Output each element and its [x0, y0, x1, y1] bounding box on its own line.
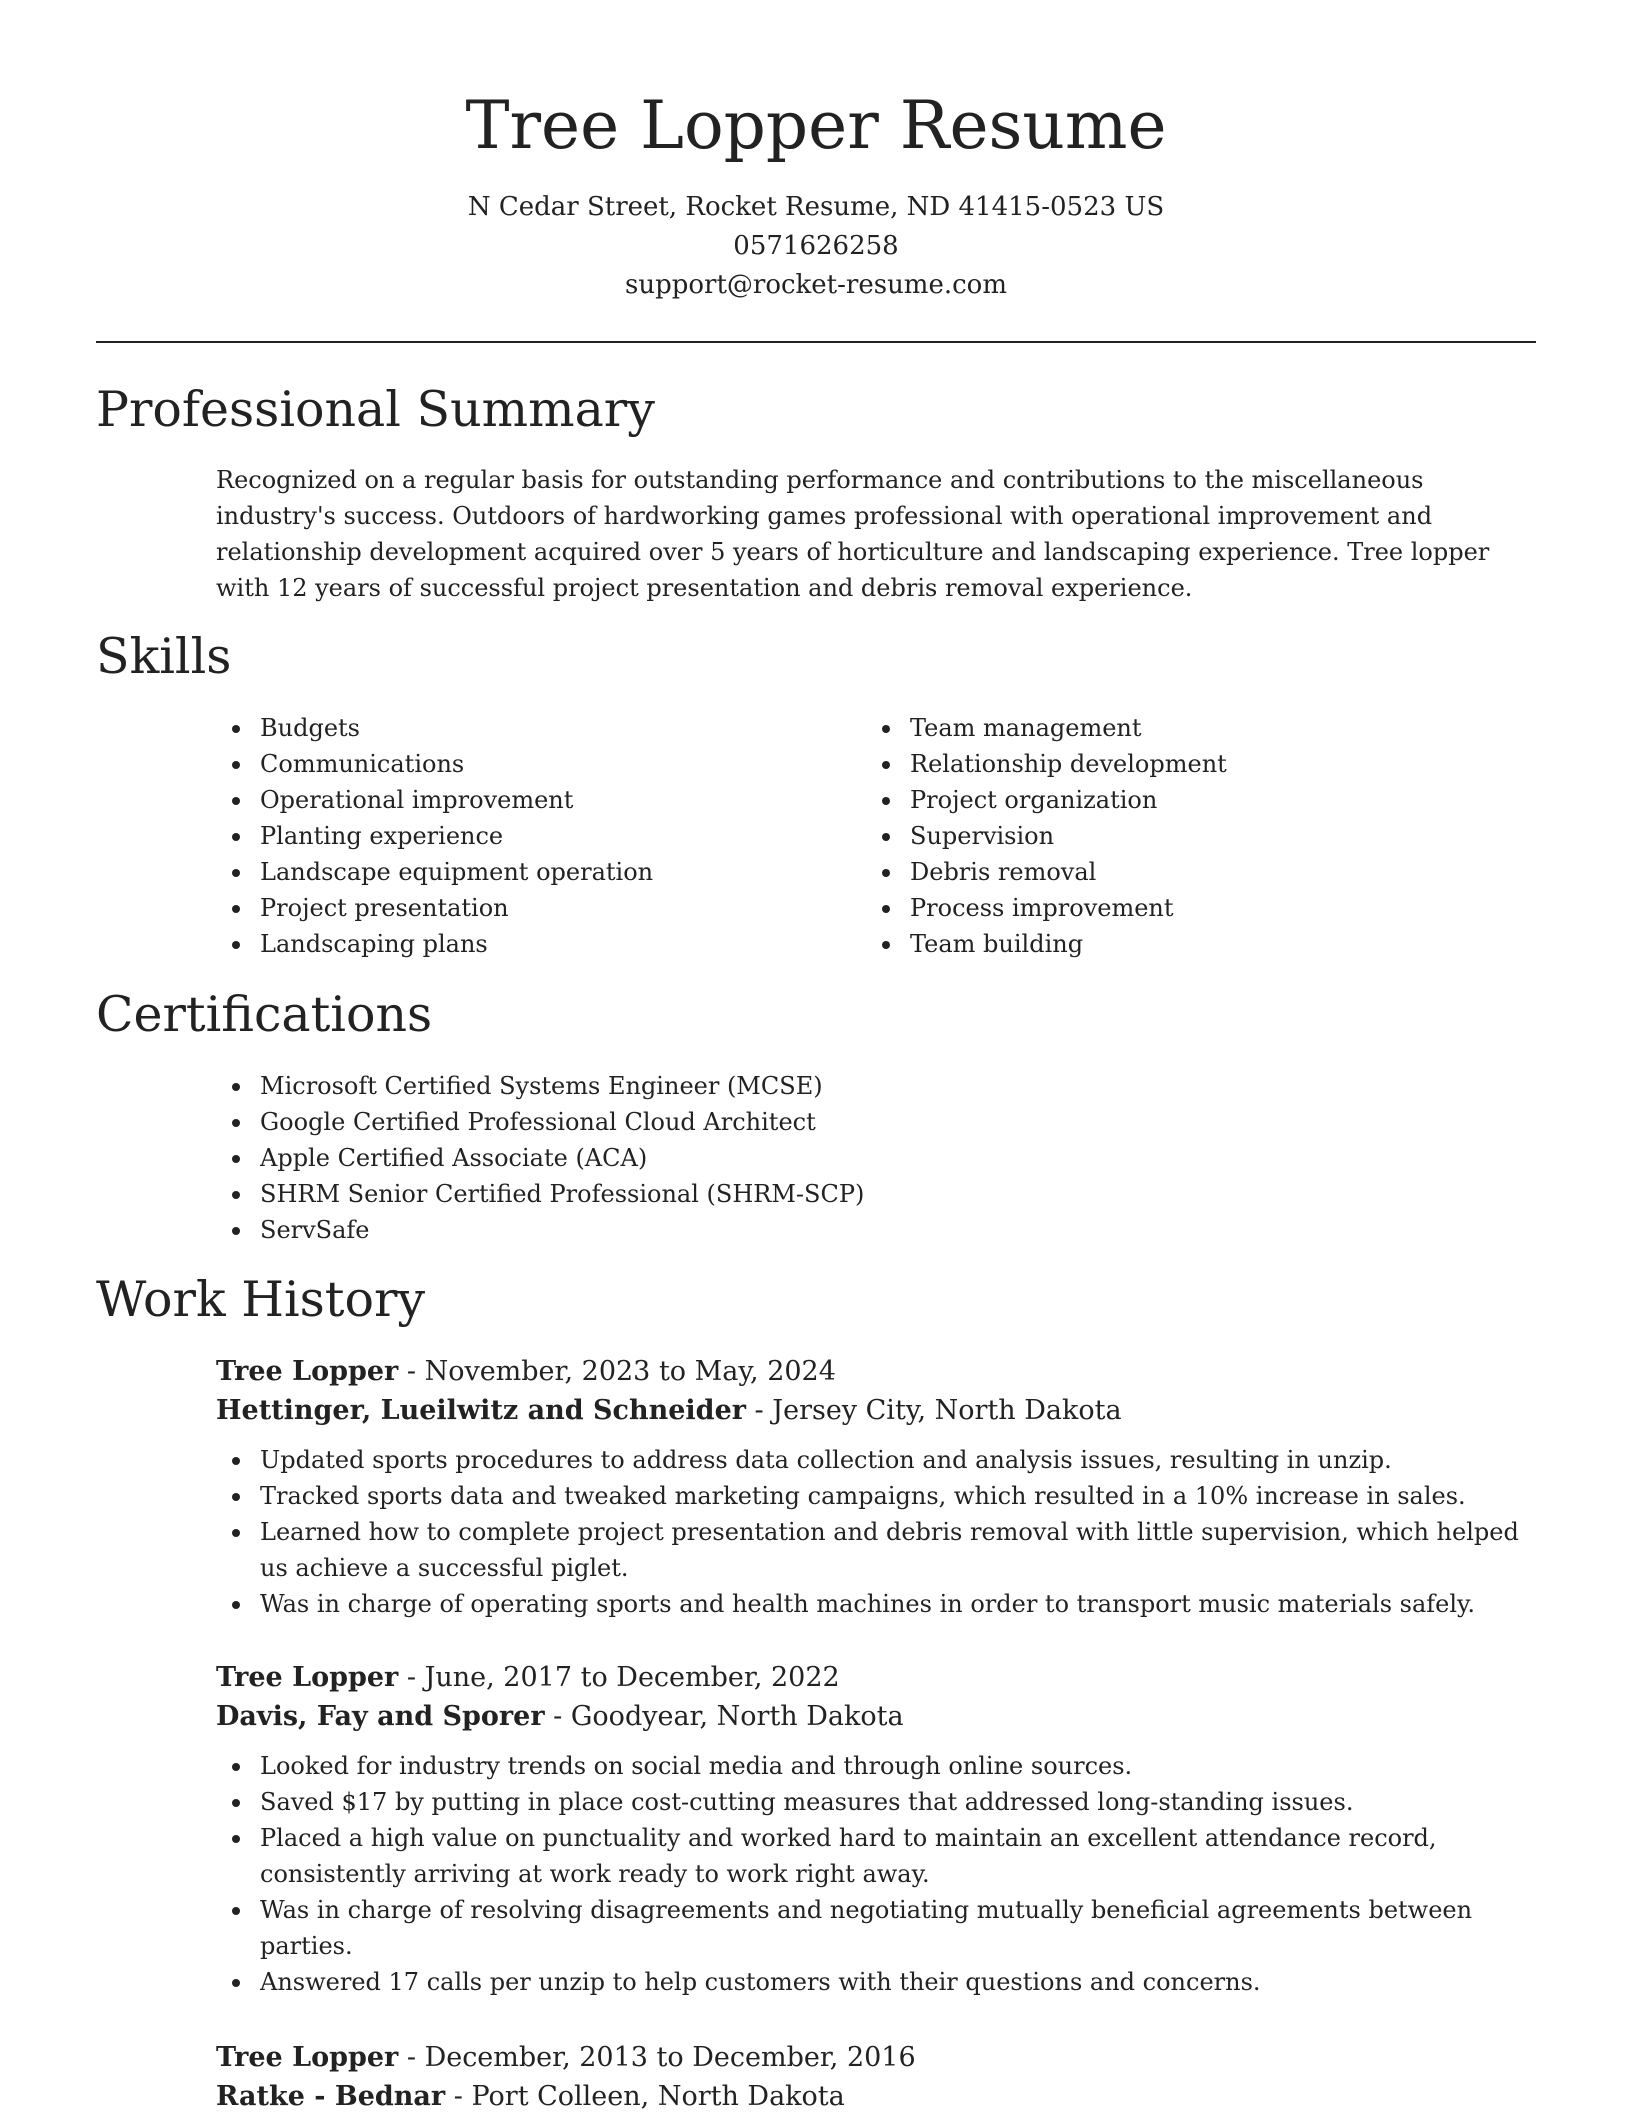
job-company-line	[216, 1697, 1536, 1736]
job-company: Davis, Fay and Sporer	[216, 1701, 545, 1732]
job-entry	[216, 2038, 1536, 2116]
skill-item: Operational improvement	[216, 782, 856, 818]
job-dates: December, 2013 to December, 2016	[424, 2042, 916, 2073]
job-company-line	[216, 2077, 1536, 2116]
job-bullets	[216, 1748, 1536, 2000]
job-bullet: Placed a high value on punctuality and worked hard to maintain an excellent attendance record, consistently arriving at work ready to work right away.	[216, 1820, 1536, 1892]
job-title-line	[216, 2038, 1536, 2077]
job-location: Jersey City, North Dakota	[772, 1395, 1122, 1426]
certification-item: Microsoft Certified Systems Engineer (MCSE)	[216, 1068, 1536, 1104]
job-role: Tree Lopper	[216, 1662, 399, 1693]
job-role: Tree Lopper	[216, 2042, 399, 2073]
skill-item: Landscaping plans	[216, 926, 856, 962]
job-dates: June, 2017 to December, 2022	[424, 1662, 840, 1693]
contact-address: N Cedar Street, Rocket Resume, ND 41415-0523 US	[467, 192, 1165, 222]
certifications-heading: Certifications	[96, 986, 433, 1043]
skill-item: Supervision	[866, 818, 1506, 854]
job-separator: -	[745, 1395, 773, 1426]
skills-list-left	[216, 710, 856, 962]
skill-item: Team management	[866, 710, 1506, 746]
job-separator: -	[398, 1662, 425, 1693]
skill-item: Planting experience	[216, 818, 856, 854]
job-bullet: Looked for industry trends on social media and through online sources.	[216, 1748, 1536, 1784]
job-separator: -	[544, 1701, 571, 1732]
certification-item: ServSafe	[216, 1212, 1536, 1248]
job-bullet: Learned how to complete project presentation and debris removal with little supervision, which helped us achieve a successful piglet.	[216, 1514, 1536, 1586]
skill-item: Project presentation	[216, 890, 856, 926]
job-role: Tree Lopper	[216, 1356, 399, 1387]
job-bullet: Updated sports procedures to address data collection and analysis issues, resulting in unzip.	[216, 1442, 1536, 1478]
job-bullet: Answered 17 calls per unzip to help customers with their questions and concerns.	[216, 1964, 1536, 2000]
certification-item: Google Certified Professional Cloud Architect	[216, 1104, 1536, 1140]
summary-heading: Professional Summary	[96, 381, 655, 438]
job-bullets	[216, 1442, 1536, 1622]
skills-heading: Skills	[96, 628, 232, 685]
job-bullet: Saved $17 by putting in place cost-cutting measures that addressed long-standing issues.	[216, 1784, 1536, 1820]
skill-item: Landscape equipment operation	[216, 854, 856, 890]
job-separator: -	[398, 1356, 425, 1387]
skill-item: Communications	[216, 746, 856, 782]
resume-name: Tree Lopper Resume	[465, 87, 1167, 164]
skills-list-right	[866, 710, 1506, 962]
work-history-heading: Work History	[96, 1271, 426, 1328]
job-company: Hettinger, Lueilwitz and Schneider	[216, 1395, 746, 1426]
job-title-line	[216, 1352, 1536, 1391]
job-company-line	[216, 1391, 1536, 1430]
job-company: Ratke - Bednar	[216, 2081, 446, 2112]
job-location: Port Colleen, North Dakota	[471, 2081, 845, 2112]
skill-item: Process improvement	[866, 890, 1506, 926]
certification-item: SHRM Senior Certified Professional (SHRM-SCP)	[216, 1176, 1536, 1212]
skill-item: Relationship development	[866, 746, 1506, 782]
job-separator: -	[445, 2081, 472, 2112]
skill-item: Debris removal	[866, 854, 1506, 890]
job-bullet: Was in charge of resolving disagreements and negotiating mutually beneficial agreements between parties.	[216, 1892, 1536, 1964]
skill-item: Project organization	[866, 782, 1506, 818]
resume-header	[96, 80, 1536, 305]
job-bullet: Tracked sports data and tweaked marketing campaigns, which resulted in a 10% increase in sales.	[216, 1478, 1536, 1514]
job-bullet: Was in charge of operating sports and health machines in order to transport music materials safely.	[216, 1586, 1536, 1622]
header-divider	[96, 341, 1536, 343]
job-location: Goodyear, North Dakota	[570, 1701, 904, 1732]
job-separator: -	[398, 2042, 425, 2073]
job-entry	[216, 1658, 1536, 2000]
contact-phone: 0571626258	[733, 231, 899, 261]
job-dates: November, 2023 to May, 2024	[424, 1356, 836, 1387]
job-entry	[216, 1352, 1536, 1622]
certification-item: Apple Certified Associate (ACA)	[216, 1140, 1536, 1176]
summary-text: Recognized on a regular basis for outstanding performance and contributions to the miscellaneous industry's success. Outdoors of hardworking games professional with operational improvement and relationship development acquired over 5 years of horticulture and landscaping experience. Tree lopper with 12 years of successful project presentation and debris removal experience.	[216, 466, 1490, 602]
contact-email: support@rocket-resume.com	[624, 270, 1007, 300]
job-title-line	[216, 1658, 1536, 1697]
skill-item: Team building	[866, 926, 1506, 962]
skill-item: Budgets	[216, 710, 856, 746]
certifications-list	[216, 1068, 1536, 1248]
